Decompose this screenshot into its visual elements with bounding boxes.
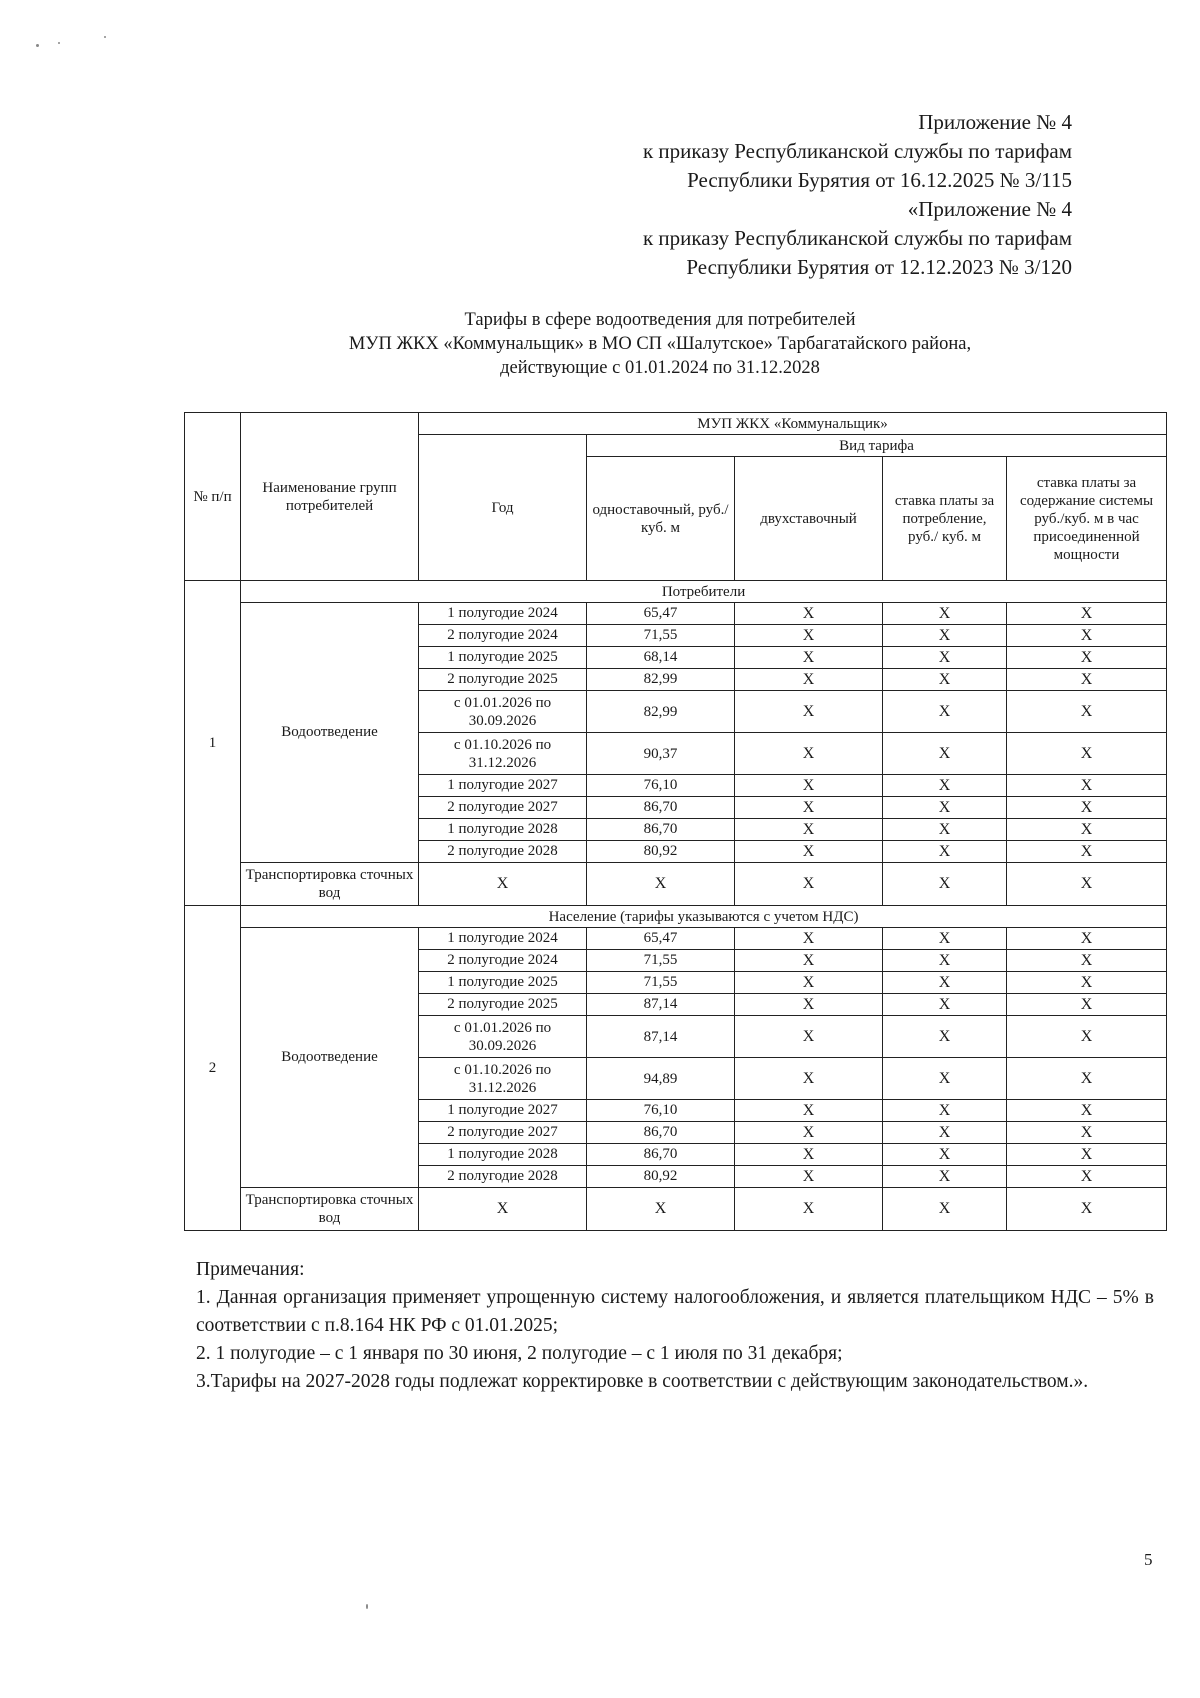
table-row (185, 603, 1167, 625)
period-cell: 1 полугодие 2025 (419, 647, 587, 669)
period-cell: 1 полугодие 2027 (419, 1100, 587, 1122)
consumption-rate-value: X (883, 1122, 1007, 1144)
capacity-rate-value: X (1007, 775, 1167, 797)
consumption-rate-value: X (883, 1058, 1007, 1100)
single-rate-value: 90,37 (587, 733, 735, 775)
capacity-rate-value: X (1007, 669, 1167, 691)
two-rate-value: X (735, 625, 883, 647)
transport-value: X (587, 863, 735, 906)
single-rate-value: 94,89 (587, 1058, 735, 1100)
capacity-rate-value: X (1007, 841, 1167, 863)
consumption-rate-value: X (883, 775, 1007, 797)
header-line: к приказу Республиканской службы по тарифам (642, 139, 1072, 163)
transport-value: X (419, 1188, 587, 1231)
period-cell: 1 полугодие 2028 (419, 1144, 587, 1166)
period-cell: 1 полугодие 2025 (419, 972, 587, 994)
consumption-rate-value: X (883, 972, 1007, 994)
header-line: Республики Бурятия от 16.12.2025 № 3/115 (687, 168, 1072, 192)
two-rate-value: X (735, 1144, 883, 1166)
capacity-rate-value: X (1007, 1144, 1167, 1166)
transport-value: X (735, 863, 883, 906)
capacity-rate-value: X (1007, 928, 1167, 950)
capacity-rate-value: X (1007, 950, 1167, 972)
header-line: Республики Бурятия от 12.12.2023 № 3/120 (686, 255, 1072, 279)
transport-value: X (587, 1188, 735, 1231)
period-cell: 1 полугодие 2027 (419, 775, 587, 797)
tariff-table (184, 412, 1167, 1231)
notes (196, 1256, 1154, 1396)
single-rate-value: 86,70 (587, 1122, 735, 1144)
two-rate-value: X (735, 1058, 883, 1100)
capacity-rate-value: X (1007, 691, 1167, 733)
service-name: Водоотведение (241, 603, 419, 863)
two-rate-value: X (735, 972, 883, 994)
consumption-rate-value: X (883, 1144, 1007, 1166)
header-line: «Приложение № 4 (907, 197, 1072, 221)
single-rate-value: 71,55 (587, 625, 735, 647)
title-line: МУП ЖКХ «Коммунальщик» в МО СП «Шалутское» Тарбагатайского района, (348, 334, 972, 354)
header-tariff-type: Вид тарифа (587, 435, 1167, 457)
consumption-rate-value: X (883, 625, 1007, 647)
period-cell: 2 полугодие 2025 (419, 994, 587, 1016)
service-name: Водоотведение (241, 928, 419, 1188)
capacity-rate-value: X (1007, 647, 1167, 669)
section-label: Население (тарифы указываются с учетом НДС) (241, 906, 1167, 928)
period-cell: 1 полугодие 2024 (419, 928, 587, 950)
single-rate-value: 82,99 (587, 691, 735, 733)
two-rate-value: X (735, 797, 883, 819)
two-rate-value: X (735, 1166, 883, 1188)
period-cell: 1 полугодие 2024 (419, 603, 587, 625)
scan-speck (366, 1604, 368, 1609)
period-cell: 1 полугодие 2028 (419, 819, 587, 841)
header-consumption-rate: ставка платы за потребление, руб./ куб. м (883, 457, 1007, 581)
consumption-rate-value: X (883, 669, 1007, 691)
capacity-rate-value: X (1007, 1122, 1167, 1144)
single-rate-value: 86,70 (587, 797, 735, 819)
consumption-rate-value: X (883, 691, 1007, 733)
capacity-rate-value: X (1007, 1166, 1167, 1188)
capacity-rate-value: X (1007, 603, 1167, 625)
transport-label: Транспортировка сточных вод (241, 1188, 419, 1231)
single-rate-value: 87,14 (587, 994, 735, 1016)
consumption-rate-value: X (883, 841, 1007, 863)
section-row (185, 581, 1167, 603)
period-cell: с 01.10.2026 по 31.12.2026 (419, 1058, 587, 1100)
note-item: 3.Тарифы на 2027-2028 годы подлежат корректировке в соответствии с действующим законодательством.». (196, 1371, 1089, 1392)
two-rate-value: X (735, 669, 883, 691)
two-rate-value: X (735, 819, 883, 841)
scan-speck (36, 44, 39, 47)
period-cell: 2 полугодие 2028 (419, 1166, 587, 1188)
capacity-rate-value: X (1007, 625, 1167, 647)
capacity-rate-value: X (1007, 1100, 1167, 1122)
transport-value: X (1007, 1188, 1167, 1231)
consumption-rate-value: X (883, 950, 1007, 972)
transport-value: X (1007, 863, 1167, 906)
header-two-rate: двухставочный (735, 457, 883, 581)
consumption-rate-value: X (883, 1100, 1007, 1122)
single-rate-value: 76,10 (587, 775, 735, 797)
two-rate-value: X (735, 603, 883, 625)
period-cell: 2 полугодие 2025 (419, 669, 587, 691)
single-rate-value: 86,70 (587, 1144, 735, 1166)
table-row (185, 928, 1167, 950)
two-rate-value: X (735, 647, 883, 669)
period-cell: 2 полугодие 2024 (419, 625, 587, 647)
two-rate-value: X (735, 691, 883, 733)
title-line: Тарифы в сфере водоотведения для потребителей (464, 310, 856, 330)
period-cell: 2 полугодие 2028 (419, 841, 587, 863)
header-year: Год (419, 435, 587, 581)
capacity-rate-value: X (1007, 972, 1167, 994)
transport-value: X (419, 863, 587, 906)
two-rate-value: X (735, 1100, 883, 1122)
title-line: действующие с 01.01.2024 по 31.12.2028 (500, 358, 820, 378)
transport-label: Транспортировка сточных вод (241, 863, 419, 906)
transport-value: X (883, 1188, 1007, 1231)
section-label: Потребители (241, 581, 1167, 603)
header-num: № п/п (185, 413, 241, 581)
note-item: 1. Данная организация применяет упрощенную систему налогообложения, и является плательщиком НДС – 5% в соответствии с п.8.164 НК РФ с 01.01.2025; (196, 1287, 1154, 1336)
consumption-rate-value: X (883, 733, 1007, 775)
header-line: к приказу Республиканской службы по тарифам (642, 226, 1072, 250)
capacity-rate-value: X (1007, 819, 1167, 841)
capacity-rate-value: X (1007, 797, 1167, 819)
single-rate-value: 76,10 (587, 1100, 735, 1122)
header-org: МУП ЖКХ «Коммунальщик» (419, 413, 1167, 435)
scan-speck (58, 42, 60, 44)
capacity-rate-value: X (1007, 733, 1167, 775)
transport-value: X (735, 1188, 883, 1231)
section-row (185, 906, 1167, 928)
notes-heading: Примечания: (196, 1259, 305, 1280)
row-number: 1 (185, 581, 241, 906)
two-rate-value: X (735, 733, 883, 775)
consumption-rate-value: X (883, 603, 1007, 625)
period-cell: 2 полугодие 2027 (419, 797, 587, 819)
scan-speck (104, 36, 106, 38)
consumption-rate-value: X (883, 994, 1007, 1016)
single-rate-value: 68,14 (587, 647, 735, 669)
row-number: 2 (185, 906, 241, 1231)
two-rate-value: X (735, 841, 883, 863)
consumption-rate-value: X (883, 819, 1007, 841)
document-title (190, 308, 1130, 380)
single-rate-value: 71,55 (587, 950, 735, 972)
consumption-rate-value: X (883, 797, 1007, 819)
capacity-rate-value: X (1007, 1016, 1167, 1058)
two-rate-value: X (735, 928, 883, 950)
period-cell: с 01.01.2026 по 30.09.2026 (419, 1016, 587, 1058)
capacity-rate-value: X (1007, 1058, 1167, 1100)
two-rate-value: X (735, 1016, 883, 1058)
period-cell: 2 полугодие 2027 (419, 1122, 587, 1144)
header-line: Приложение № 4 (918, 110, 1072, 134)
note-item: 2. 1 полугодие – с 1 января по 30 июня, 2 полугодие – с 1 июля по 31 декабря; (196, 1343, 843, 1364)
header-capacity-rate: ставка платы за содержание системы руб./куб. м в час присоединенной мощности (1007, 457, 1167, 581)
capacity-rate-value: X (1007, 994, 1167, 1016)
two-rate-value: X (735, 1122, 883, 1144)
page-number: 5 (1144, 1550, 1153, 1569)
appendix-header (372, 108, 1072, 282)
consumption-rate-value: X (883, 1016, 1007, 1058)
transport-row (185, 1188, 1167, 1231)
single-rate-value: 86,70 (587, 819, 735, 841)
single-rate-value: 65,47 (587, 603, 735, 625)
header-single-rate: одноставочный, руб./ куб. м (587, 457, 735, 581)
period-cell: с 01.01.2026 по 30.09.2026 (419, 691, 587, 733)
two-rate-value: X (735, 950, 883, 972)
single-rate-value: 87,14 (587, 1016, 735, 1058)
header-group: Наименование групп потребителей (241, 413, 419, 581)
consumption-rate-value: X (883, 928, 1007, 950)
period-cell: 2 полугодие 2024 (419, 950, 587, 972)
consumption-rate-value: X (883, 1166, 1007, 1188)
single-rate-value: 65,47 (587, 928, 735, 950)
period-cell: с 01.10.2026 по 31.12.2026 (419, 733, 587, 775)
single-rate-value: 71,55 (587, 972, 735, 994)
consumption-rate-value: X (883, 647, 1007, 669)
single-rate-value: 80,92 (587, 841, 735, 863)
transport-row (185, 863, 1167, 906)
transport-value: X (883, 863, 1007, 906)
two-rate-value: X (735, 994, 883, 1016)
single-rate-value: 80,92 (587, 1166, 735, 1188)
two-rate-value: X (735, 775, 883, 797)
single-rate-value: 82,99 (587, 669, 735, 691)
